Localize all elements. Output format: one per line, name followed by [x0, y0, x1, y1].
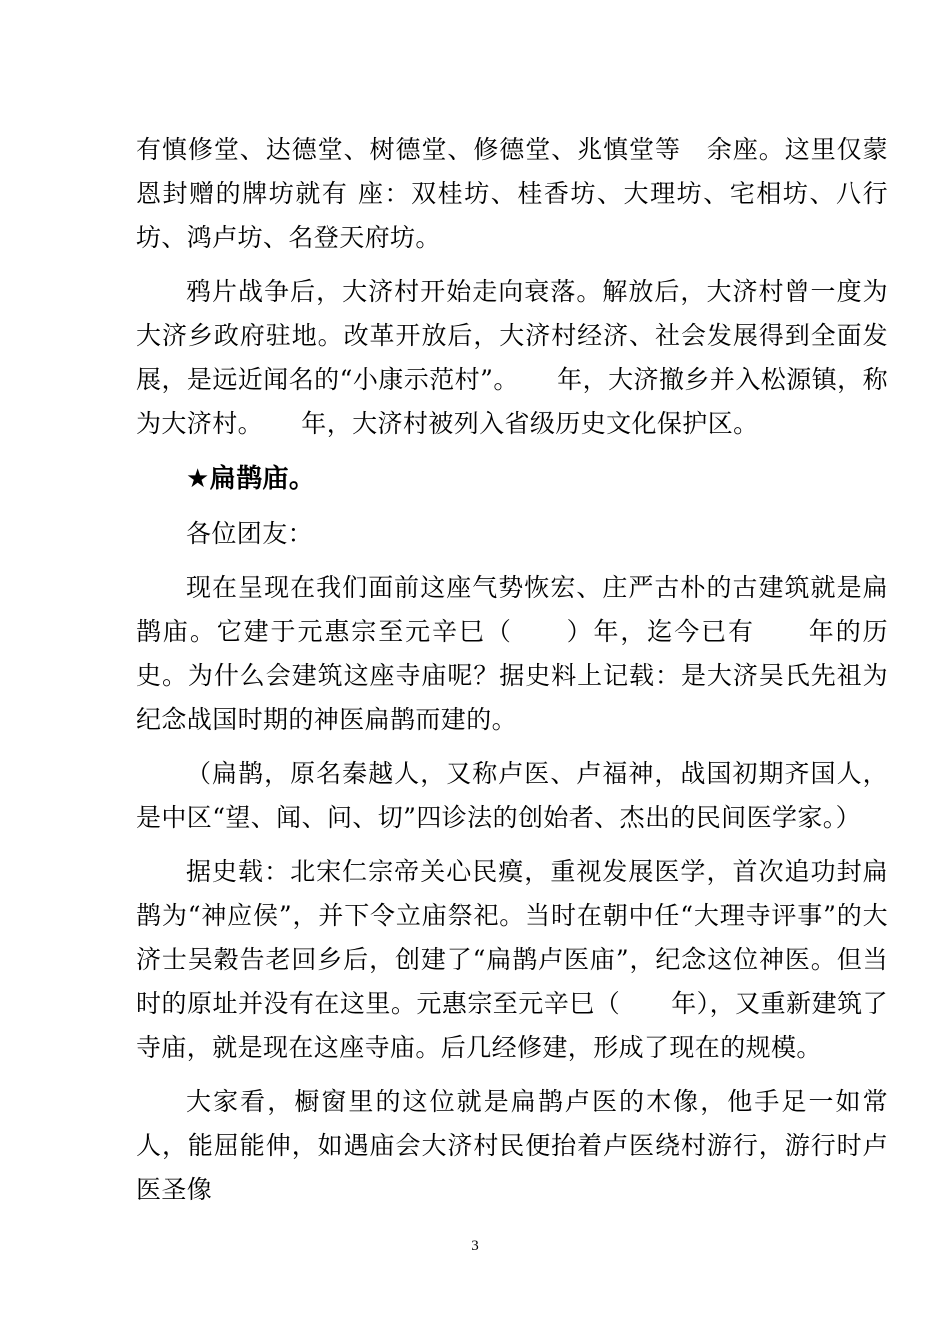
section-heading: ★扁鹊庙。 [186, 464, 316, 494]
paragraph-wooden-statue: 大家看，橱窗里的这位就是扁鹊卢医的木像，他手足一如常人，能屈能伸，如遇庙会大济村民便抬着卢医绕村游行，游行时卢医圣像 [136, 1087, 888, 1204]
paragraph-halls: 有慎修堂、达德堂、树德堂、修德堂、兆慎堂等 余座。这里仅蒙恩封赠的牌坊就有 座：双桂坊、桂香坊、大理坊、宅相坊、八行坊、鸿卢坊、名登天府坊。 [136, 135, 888, 252]
paragraph-temple-intro: 现在呈现在我们面前这座气势恢宏、庄严古朴的古建筑就是扁鹊庙。它建于元惠宗至元辛巳（ ）年，迄今已有 年的历史。为什么会建筑这座寺庙呢？据史料上记载：是大济吴氏先祖为纪念战国时期的神医扁鹊而建的。 [136, 573, 888, 734]
paragraph-history: 鸦片战争后，大济村开始走向衰落。解放后，大济村曾一度为大济乡政府驻地。改革开放后，大济村经济、社会发展得到全面发展，是远近闻名的“小康示范村”。 年，大济撤乡并入松源镇，称为大济村。 年，大济村被列入省级历史文化保护区。 [136, 277, 888, 438]
greeting: 各位团友： [186, 519, 314, 548]
page-number: 3 [471, 1238, 479, 1254]
document-body [136, 128, 888, 1222]
paragraph-bianque-note: （扁鹊，原名秦越人，又称卢医、卢福神，战国初期齐国人，是中区“望、闻、问、切”四诊法的创始者、杰出的民间医学家。） [136, 759, 888, 832]
paragraph-temple-history: 据史载：北宋仁宗帝关心民瘼，重视发展医学，首次追功封扁鹊为“神应侯”，并下令立庙祭祀。当时在朝中任“大理寺评事”的大济士吴穀告老回乡后，创建了“扁鹊卢医庙”，纪念这位神医。但当时的原址并没有在这里。元惠宗至元辛巳（ 年），又重新建筑了寺庙，就是现在这座寺庙。后几经修建，形成了现在的规模。 [136, 857, 888, 1062]
